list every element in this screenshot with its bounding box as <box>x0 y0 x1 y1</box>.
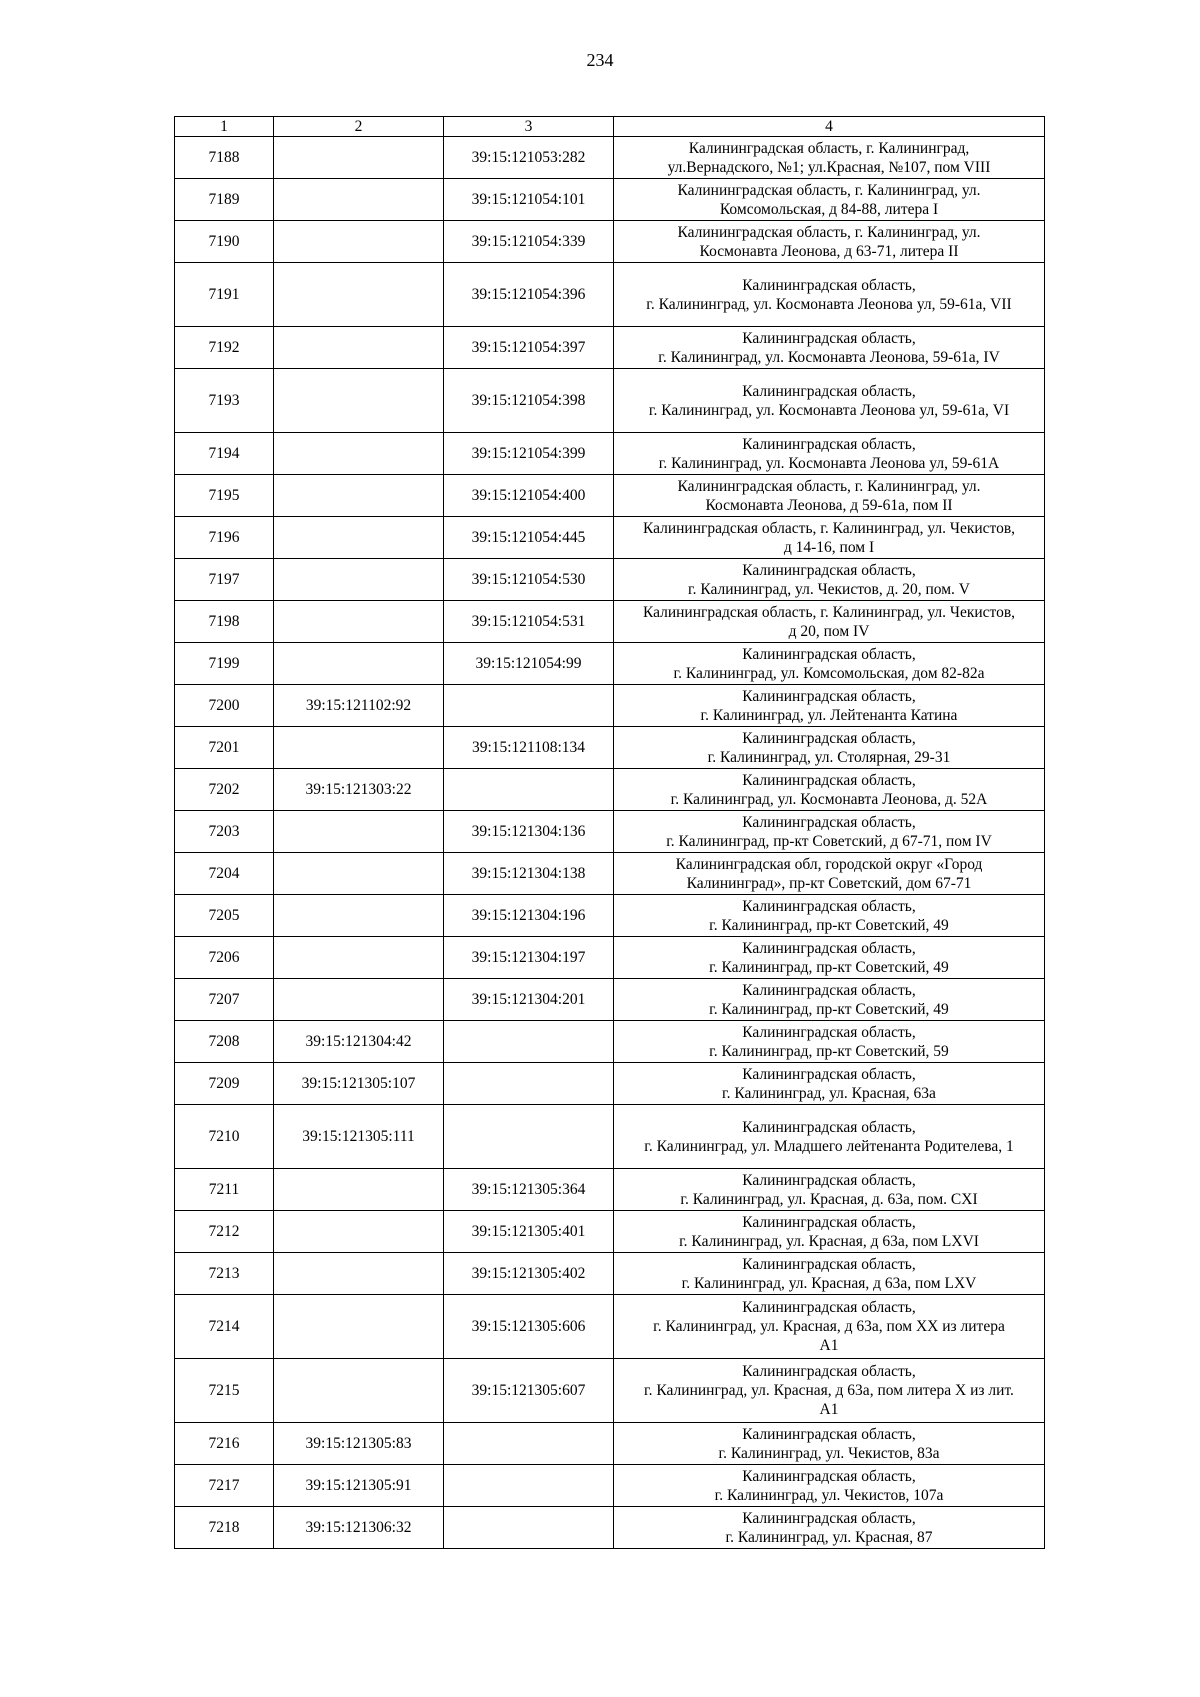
cadastral-number-col3-cell: 39:15:121305:364 <box>444 1169 614 1211</box>
table-row <box>175 137 1045 179</box>
address-cell: Калининградская область, г. Калининград, ул. Комсомольская, д 84-88, литера I <box>614 179 1045 221</box>
table-row <box>175 685 1045 727</box>
cadastral-number-col3-cell: 39:15:121054:397 <box>444 327 614 369</box>
cadastral-number-col2-cell <box>274 811 444 853</box>
cadastral-number-col3-cell: 39:15:121305:606 <box>444 1295 614 1359</box>
address-cell: Калининградская область, г. Калининград, ул. Чекистов, д 14-16, пом I <box>614 517 1045 559</box>
address-cell: Калининградская область, г. Калининград, ул. Красная, д. 63а, пом. CXI <box>614 1169 1045 1211</box>
cadastral-number-col3-cell: 39:15:121054:396 <box>444 263 614 327</box>
cadastral-number-col3-cell: 39:15:121053:282 <box>444 137 614 179</box>
cadastral-number-col2-cell: 39:15:121303:22 <box>274 769 444 811</box>
address-cell: Калининградская область, г. Калининград, ул. Космонавта Леонова, д 63-71, литера II <box>614 221 1045 263</box>
row-number-cell: 7210 <box>175 1105 274 1169</box>
cadastral-number-col2-cell <box>274 327 444 369</box>
table-row <box>175 811 1045 853</box>
table-row <box>175 727 1045 769</box>
address-cell: Калининградская область, г. Калининград, ул. Красная, д 63а, пом LXV <box>614 1253 1045 1295</box>
cadastral-number-col3-cell: 39:15:121304:201 <box>444 979 614 1021</box>
row-number-cell: 7216 <box>175 1423 274 1465</box>
address-cell: Калининградская область, г. Калининград, ул. Лейтенанта Катина <box>614 685 1045 727</box>
table-row <box>175 475 1045 517</box>
cadastral-number-col2-cell <box>274 1359 444 1423</box>
cadastral-number-col3-cell: 39:15:121054:445 <box>444 517 614 559</box>
cadastral-number-col3-cell: 39:15:121304:197 <box>444 937 614 979</box>
cadastral-number-col2-cell <box>274 221 444 263</box>
table-row <box>175 1021 1045 1063</box>
address-cell: Калининградская область, г. Калининград, ул. Космонавта Леонова, 59-61а, IV <box>614 327 1045 369</box>
cadastral-number-col3-cell <box>444 769 614 811</box>
cadastral-number-col2-cell: 39:15:121305:107 <box>274 1063 444 1105</box>
address-cell: Калининградская область, г. Калининград, ул. Чекистов, д 20, пом IV <box>614 601 1045 643</box>
table-header-row <box>175 117 1045 137</box>
row-number-cell: 7188 <box>175 137 274 179</box>
cadastral-number-col2-cell <box>274 643 444 685</box>
table-row <box>175 1465 1045 1507</box>
cadastral-number-col3-cell: 39:15:121054:339 <box>444 221 614 263</box>
cadastral-number-col3-cell <box>444 1507 614 1549</box>
row-number-cell: 7217 <box>175 1465 274 1507</box>
table-row <box>175 1253 1045 1295</box>
row-number-cell: 7200 <box>175 685 274 727</box>
address-cell: Калининградская область, г. Калининград, пр-кт Советский, 49 <box>614 979 1045 1021</box>
cadastral-number-col3-cell <box>444 1423 614 1465</box>
cadastral-number-col3-cell: 39:15:121054:530 <box>444 559 614 601</box>
cadastral-number-col3-cell <box>444 1021 614 1063</box>
row-number-cell: 7192 <box>175 327 274 369</box>
cadastral-number-col2-cell: 39:15:121304:42 <box>274 1021 444 1063</box>
cadastral-number-col2-cell <box>274 137 444 179</box>
address-cell: Калининградская область, г. Калининград, ул. Красная, д 63а, пом XX из литера А1 <box>614 1295 1045 1359</box>
table-row <box>175 1211 1045 1253</box>
cadastral-number-col3-cell: 39:15:121054:531 <box>444 601 614 643</box>
cadastral-number-col3-cell: 39:15:121054:400 <box>444 475 614 517</box>
table-row <box>175 369 1045 433</box>
table-row <box>175 517 1045 559</box>
cadastral-number-col3-cell: 39:15:121054:399 <box>444 433 614 475</box>
cadastral-number-col2-cell <box>274 853 444 895</box>
address-cell: Калининградская обл, городской округ «Город Калининград», пр-кт Советский, дом 67-71 <box>614 853 1045 895</box>
cadastral-number-col3-cell <box>444 1465 614 1507</box>
address-cell: Калининградская область, г. Калининград, пр-кт Советский, 59 <box>614 1021 1045 1063</box>
row-number-cell: 7204 <box>175 853 274 895</box>
cadastral-number-col2-cell <box>274 727 444 769</box>
table-row <box>175 1169 1045 1211</box>
row-number-cell: 7199 <box>175 643 274 685</box>
cadastral-number-col2-cell: 39:15:121305:111 <box>274 1105 444 1169</box>
cadastral-number-col3-cell <box>444 685 614 727</box>
row-number-cell: 7201 <box>175 727 274 769</box>
address-cell: Калининградская область, г. Калининград, ул.Вернадского, №1; ул.Красная, №107, пом VIII <box>614 137 1045 179</box>
row-number-cell: 7213 <box>175 1253 274 1295</box>
table-row <box>175 601 1045 643</box>
cadastral-number-col2-cell: 39:15:121102:92 <box>274 685 444 727</box>
cadastral-number-col2-cell <box>274 1211 444 1253</box>
row-number-cell: 7193 <box>175 369 274 433</box>
address-cell: Калининградская область, г. Калининград, ул. Комсомольская, дом 82-82а <box>614 643 1045 685</box>
table-row <box>175 327 1045 369</box>
row-number-cell: 7212 <box>175 1211 274 1253</box>
table-row <box>175 769 1045 811</box>
address-cell: Калининградская область, г. Калининград, пр-кт Советский, д 67-71, пом IV <box>614 811 1045 853</box>
column-header-1: 1 <box>175 117 274 137</box>
address-cell: Калининградская область, г. Калининград, ул. Красная, д 63а, пом LXVI <box>614 1211 1045 1253</box>
cadastral-number-col2-cell <box>274 1253 444 1295</box>
table-row <box>175 1507 1045 1549</box>
cadastral-number-col3-cell: 39:15:121305:402 <box>444 1253 614 1295</box>
cadastral-number-col2-cell <box>274 263 444 327</box>
table-row <box>175 1359 1045 1423</box>
cadastral-number-col3-cell <box>444 1105 614 1169</box>
table-row <box>175 221 1045 263</box>
address-cell: Калининградская область, г. Калининград, ул. Красная, д 63а, пом литера X из лит. А1 <box>614 1359 1045 1423</box>
cadastral-number-col2-cell: 39:15:121305:83 <box>274 1423 444 1465</box>
address-cell: Калининградская область, г. Калининград, ул. Младшего лейтенанта Родителева, 1 <box>614 1105 1045 1169</box>
row-number-cell: 7196 <box>175 517 274 559</box>
row-number-cell: 7215 <box>175 1359 274 1423</box>
cadastral-number-col3-cell: 39:15:121305:607 <box>444 1359 614 1423</box>
cadastral-number-col2-cell <box>274 559 444 601</box>
table-row <box>175 895 1045 937</box>
cadastral-number-col2-cell: 39:15:121305:91 <box>274 1465 444 1507</box>
cadastral-number-col2-cell <box>274 179 444 221</box>
table-row <box>175 979 1045 1021</box>
cadastral-number-col2-cell <box>274 601 444 643</box>
row-number-cell: 7189 <box>175 179 274 221</box>
cadastral-number-col3-cell: 39:15:121304:138 <box>444 853 614 895</box>
table-row <box>175 433 1045 475</box>
row-number-cell: 7205 <box>175 895 274 937</box>
cadastral-number-col2-cell <box>274 1169 444 1211</box>
address-cell: Калининградская область, г. Калининград, ул. Чекистов, 107а <box>614 1465 1045 1507</box>
row-number-cell: 7206 <box>175 937 274 979</box>
cadastral-number-col3-cell: 39:15:121304:196 <box>444 895 614 937</box>
table-row <box>175 643 1045 685</box>
address-cell: Калининградская область, г. Калининград, ул. Космонавта Леонова ул, 59-61А <box>614 433 1045 475</box>
table-row <box>175 1105 1045 1169</box>
row-number-cell: 7194 <box>175 433 274 475</box>
row-number-cell: 7202 <box>175 769 274 811</box>
cadastral-number-col2-cell: 39:15:121306:32 <box>274 1507 444 1549</box>
column-header-2: 2 <box>274 117 444 137</box>
column-header-4: 4 <box>614 117 1045 137</box>
address-cell: Калининградская область, г. Калининград, ул. Чекистов, д. 20, пом. V <box>614 559 1045 601</box>
table-row <box>175 179 1045 221</box>
cadastral-number-col3-cell: 39:15:121305:401 <box>444 1211 614 1253</box>
cadastral-number-col2-cell <box>274 433 444 475</box>
address-cell: Калининградская область, г. Калининград, ул. Чекистов, 83а <box>614 1423 1045 1465</box>
address-cell: Калининградская область, г. Калининград, ул. Красная, 87 <box>614 1507 1045 1549</box>
row-number-cell: 7214 <box>175 1295 274 1359</box>
table-row <box>175 853 1045 895</box>
cadastral-number-col2-cell <box>274 1295 444 1359</box>
table-body <box>175 137 1045 1549</box>
cadastral-number-col3-cell <box>444 1063 614 1105</box>
cadastral-number-col3-cell: 39:15:121054:398 <box>444 369 614 433</box>
table-row <box>175 1423 1045 1465</box>
address-cell: Калининградская область, г. Калининград, ул. Космонавта Леонова ул, 59-61а, VI <box>614 369 1045 433</box>
address-cell: Калининградская область, г. Калининград, ул. Столярная, 29-31 <box>614 727 1045 769</box>
table-row <box>175 1295 1045 1359</box>
cadastral-number-col3-cell: 39:15:121054:101 <box>444 179 614 221</box>
address-cell: Калининградская область, г. Калининград, пр-кт Советский, 49 <box>614 937 1045 979</box>
cadastral-number-col2-cell <box>274 475 444 517</box>
address-cell: Калининградская область, г. Калининград, ул. Красная, 63а <box>614 1063 1045 1105</box>
table-row <box>175 937 1045 979</box>
table-row <box>175 1063 1045 1105</box>
cadastral-number-col2-cell <box>274 979 444 1021</box>
cadastral-number-col3-cell: 39:15:121304:136 <box>444 811 614 853</box>
row-number-cell: 7197 <box>175 559 274 601</box>
table-row <box>175 263 1045 327</box>
address-cell: Калининградская область, г. Калининград, ул. Космонавта Леонова, д. 52А <box>614 769 1045 811</box>
cadastral-number-col3-cell: 39:15:121108:134 <box>444 727 614 769</box>
row-number-cell: 7208 <box>175 1021 274 1063</box>
address-cell: Калининградская область, г. Калининград, пр-кт Советский, 49 <box>614 895 1045 937</box>
row-number-cell: 7198 <box>175 601 274 643</box>
cadastral-number-col2-cell <box>274 517 444 559</box>
row-number-cell: 7190 <box>175 221 274 263</box>
address-cell: Калининградская область, г. Калининград, ул. Космонавта Леонова ул, 59-61а, VII <box>614 263 1045 327</box>
cadastral-number-col2-cell <box>274 369 444 433</box>
registry-table <box>174 116 1045 1549</box>
row-number-cell: 7209 <box>175 1063 274 1105</box>
table-row <box>175 559 1045 601</box>
row-number-cell: 7203 <box>175 811 274 853</box>
column-header-3: 3 <box>444 117 614 137</box>
cadastral-number-col2-cell <box>274 895 444 937</box>
row-number-cell: 7211 <box>175 1169 274 1211</box>
page-number: 234 <box>586 50 614 70</box>
cadastral-number-col2-cell <box>274 937 444 979</box>
row-number-cell: 7207 <box>175 979 274 1021</box>
row-number-cell: 7191 <box>175 263 274 327</box>
cadastral-number-col3-cell: 39:15:121054:99 <box>444 643 614 685</box>
row-number-cell: 7218 <box>175 1507 274 1549</box>
row-number-cell: 7195 <box>175 475 274 517</box>
address-cell: Калининградская область, г. Калининград, ул. Космонавта Леонова, д 59-61а, пом II <box>614 475 1045 517</box>
